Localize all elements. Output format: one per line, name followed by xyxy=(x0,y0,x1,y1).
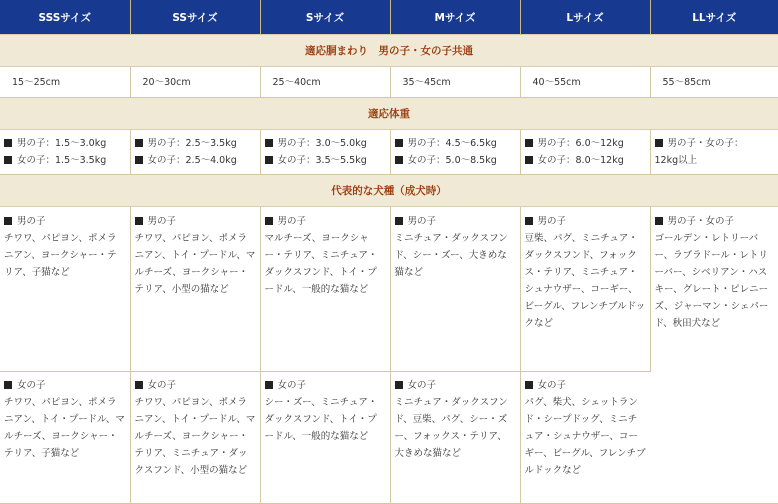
weight-sss xyxy=(0,130,130,175)
bullet-square-icon xyxy=(655,217,663,225)
size-header-row xyxy=(0,0,778,35)
size-header-sss: SSSサイズ xyxy=(0,0,130,35)
breed-label xyxy=(525,377,647,394)
breed-label-text: 男の子 xyxy=(537,216,567,227)
breed-label xyxy=(4,377,126,394)
breed-both-ll xyxy=(650,207,778,504)
weight-male-line xyxy=(135,135,256,152)
bullet-square-icon xyxy=(4,381,12,389)
weight-both-line xyxy=(655,135,775,152)
bullet-square-icon xyxy=(265,217,273,225)
breed-label xyxy=(525,213,646,230)
breed-label-text: 女の子 xyxy=(17,380,46,391)
breed-male-s xyxy=(260,207,390,372)
breed-male-sss xyxy=(0,207,130,372)
weight-both-text: 男の子・女の子： xyxy=(667,138,744,149)
breed-male-ss xyxy=(130,207,260,372)
breed-label-text: 女の子 xyxy=(407,380,437,391)
weight-l xyxy=(520,130,650,175)
weight-both-value: 12kg以上 xyxy=(654,155,698,166)
weight-male-text: 男の子：3.0～5.0kg xyxy=(277,138,367,149)
weight-female-line xyxy=(395,152,516,169)
weight-male-text: 男の子：1.5～3.0kg xyxy=(17,138,107,149)
weight-male-text: 男の子：2.5～3.5kg xyxy=(147,138,237,149)
breed-list-text: チワワ、パピヨン、ポメラニアン、トイ・プードル、マルチーズ、ヨークシャー・テリア、小型の猫など xyxy=(134,233,256,295)
size-header-s: Sサイズ xyxy=(260,0,390,35)
weight-female-text: 女の子：8.0～12kg xyxy=(537,155,624,166)
weight-section-title: 適応体重 xyxy=(0,98,778,130)
size-header-l: Lサイズ xyxy=(520,0,650,35)
girth-ss: 20～30cm xyxy=(130,67,260,98)
breed-list-text: パグ、柴犬、シェットランド・シープドッグ、ミニチュア・シュナウザー、コーギー、ビーグル、フレンチブルドックなど xyxy=(524,397,646,476)
breed-female-s xyxy=(260,372,390,504)
girth-ll: 55～85cm xyxy=(650,67,778,98)
weight-female-line xyxy=(135,152,256,169)
weight-female-line xyxy=(4,152,126,169)
bullet-square-icon xyxy=(265,139,273,147)
breed-label-text: 男の子 xyxy=(277,216,307,227)
weight-section-row xyxy=(0,98,778,130)
breed-label xyxy=(135,213,256,230)
breed-female-l xyxy=(520,372,650,504)
breed-section-title: 代表的な犬種（成犬時） xyxy=(0,175,778,207)
weight-female-text: 女の子：2.5～4.0kg xyxy=(147,155,237,166)
breed-label-text: 男の子 xyxy=(17,216,46,227)
girth-section-title: 適応胴まわり 男の子・女の子共通 xyxy=(0,35,778,67)
weight-female-text: 女の子：1.5～3.5kg xyxy=(17,155,107,166)
bullet-square-icon xyxy=(525,217,533,225)
weight-m xyxy=(390,130,520,175)
breed-male-row xyxy=(0,207,778,372)
breed-female-ss xyxy=(130,372,260,504)
weight-ll xyxy=(650,130,778,175)
weight-female-line xyxy=(525,152,646,169)
breed-label xyxy=(135,377,256,394)
breed-female-sss xyxy=(0,372,130,504)
breed-label-text: 男の子 xyxy=(147,216,177,227)
girth-row xyxy=(0,67,778,98)
breed-list-text: ミニチュア・ダックスフンド、豆柴、パグ、シー・ズー、フォックス・テリア、大きめな猫など xyxy=(394,397,508,459)
bullet-square-icon xyxy=(135,381,143,389)
weight-male-text: 男の子：4.5～6.5kg xyxy=(407,138,497,149)
breed-list-text: ゴールデン・レトリーバー、ラブラドール・レトリーバー、シベリアン・ハスキー、グレート・ピレニーズ、ジャーマン・シェパード、秋田犬など xyxy=(654,233,769,329)
bullet-square-icon xyxy=(135,217,143,225)
breed-male-m xyxy=(390,207,520,372)
breed-label-text: 女の子 xyxy=(147,380,177,391)
breed-label xyxy=(395,213,516,230)
breed-section-row xyxy=(0,175,778,207)
breed-list-text: マルチーズ、ヨークシャー・テリア、ミニチュア・ダックスフンド、トイ・プードル、一般的な猫など xyxy=(264,233,378,295)
breed-list-text: ミニチュア・ダックスフンド、シー・ズー、大きめな猫など xyxy=(394,233,508,278)
girth-l: 40～55cm xyxy=(520,67,650,98)
bullet-square-icon xyxy=(395,139,403,147)
bullet-square-icon xyxy=(135,156,143,164)
bullet-square-icon xyxy=(655,139,663,147)
breed-list-text: チワワ、パピヨン、ポメラニアン、ヨークシャー・テリア、子猫など xyxy=(4,233,117,278)
weight-male-line xyxy=(525,135,646,152)
bullet-square-icon xyxy=(265,156,273,164)
bullet-square-icon xyxy=(525,381,533,389)
bullet-square-icon xyxy=(395,381,403,389)
bullet-square-icon xyxy=(265,381,273,389)
breed-label xyxy=(265,377,386,394)
bullet-square-icon xyxy=(395,217,403,225)
breed-label-text: 男の子・女の子 xyxy=(667,216,735,227)
weight-ss xyxy=(130,130,260,175)
weight-male-line xyxy=(265,135,386,152)
size-header-m: Mサイズ xyxy=(390,0,520,35)
breed-list-text: 豆柴、パグ、ミニチュア・ダックスフンド、フォックス・テリア、ミニチュア・シュナウザー、コーギー、ビーグル、フレンチブルドックなど xyxy=(524,233,646,329)
breed-list-text: シー・ズー、ミニチュア・ダックスフンド、トイ・プードル、一般的な猫など xyxy=(264,397,378,442)
breed-label xyxy=(265,213,386,230)
girth-section-row xyxy=(0,35,778,67)
size-header-ss: SSサイズ xyxy=(130,0,260,35)
weight-female-line xyxy=(265,152,386,169)
weight-male-text: 男の子：6.0～12kg xyxy=(537,138,624,149)
girth-s: 25～40cm xyxy=(260,67,390,98)
bullet-square-icon xyxy=(525,156,533,164)
girth-m: 35～45cm xyxy=(390,67,520,98)
bullet-square-icon xyxy=(525,139,533,147)
weight-male-line xyxy=(4,135,126,152)
bullet-square-icon xyxy=(395,156,403,164)
breed-label xyxy=(655,213,775,230)
breed-female-m xyxy=(390,372,520,504)
breed-label xyxy=(4,213,126,230)
breed-label-text: 女の子 xyxy=(537,380,567,391)
size-header-ll: LLサイズ xyxy=(650,0,778,35)
breed-label xyxy=(395,377,516,394)
bullet-square-icon xyxy=(4,139,12,147)
bullet-square-icon xyxy=(135,139,143,147)
weight-row xyxy=(0,130,778,175)
breed-list-text: チワワ、パピヨン、ポメラニアン、トイ・プードル、マルチーズ、ヨークシャー・テリア、子猫など xyxy=(4,397,125,459)
weight-female-text: 女の子：5.0～8.5kg xyxy=(407,155,497,166)
bullet-square-icon xyxy=(4,217,12,225)
weight-female-text: 女の子：3.5～5.5kg xyxy=(277,155,367,166)
breed-label-text: 女の子 xyxy=(277,380,307,391)
weight-male-line xyxy=(395,135,516,152)
girth-sss: 15～25cm xyxy=(0,67,130,98)
breed-list-text: チワワ、パピヨン、ポメラニアン、トイ・プードル、マルチーズ、ヨークシャー・テリア、ミニチュア・ダックスフンド、小型の猫など xyxy=(134,397,256,476)
breed-label-text: 男の子 xyxy=(407,216,437,227)
breed-male-l xyxy=(520,207,650,372)
weight-s xyxy=(260,130,390,175)
bullet-square-icon xyxy=(4,156,12,164)
